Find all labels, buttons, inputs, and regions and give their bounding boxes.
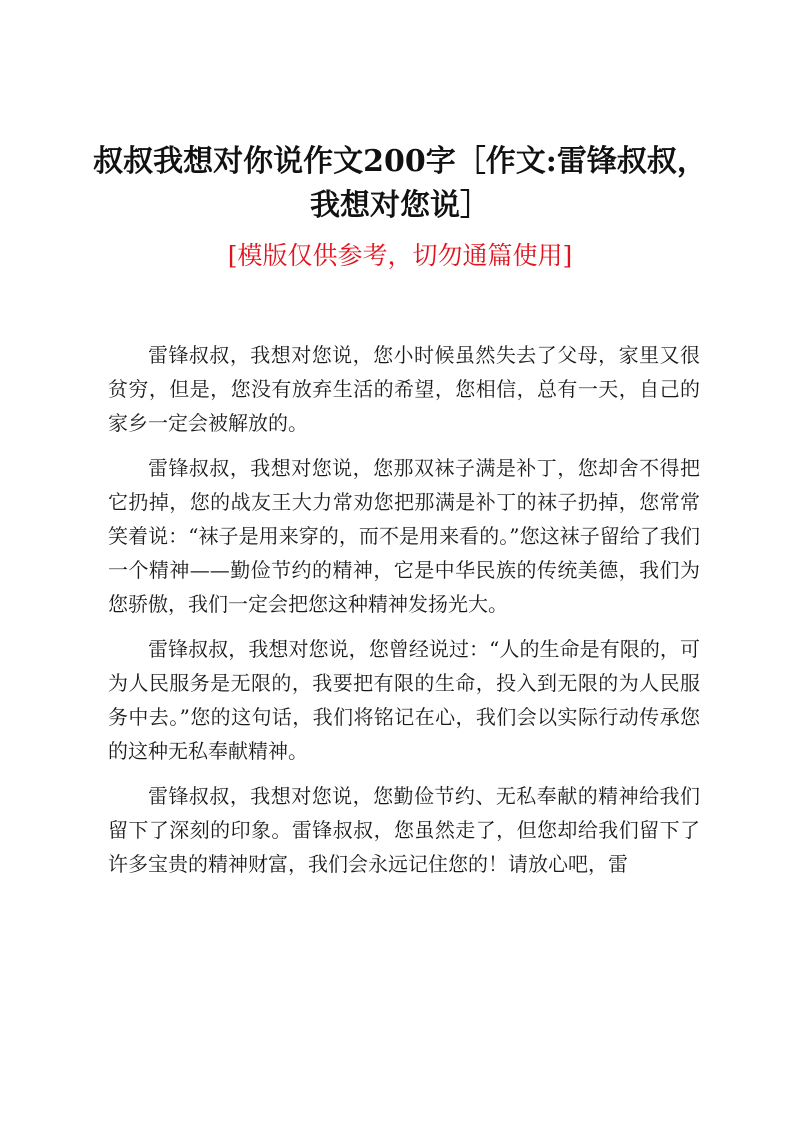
paragraph: 雷锋叔叔，我想对您说，您小时候虽然失去了父母，家里又很贫穷，但是，您没有放弃生活的希望，您相信，总有一天，自己的家乡一定会被解放的。 [108, 343, 700, 435]
paragraph: 雷锋叔叔，我想对您说，您勤俭节约、无私奉献的精神给我们留下了深刻的印象。雷锋叔叔，您虽然走了，但您却给我们留下了许多宝贵的精神财富，我们会永远记住您的！请放心吧，雷 [108, 784, 700, 876]
document-body [108, 338, 700, 892]
document-title: 叔叔我想对你说作文200字［作文:雷锋叔叔，我想对您说］ [93, 144, 707, 223]
template-notice: [模版仅供参考，切勿通篇使用] [227, 241, 573, 270]
paragraph: 雷锋叔叔，我想对您说，您曾经说过：“人的生命是有限的，可为人民服务是无限的，我要把有限的生命，投入到无限的为人民服务中去。”您的这句话，我们将铭记在心，我们会以实际行动传承您的这种无私奉献精神。 [108, 637, 700, 763]
paragraph: 雷锋叔叔，我想对您说，您那双袜子满是补丁，您却舍不得把它扔掉，您的战友王大力常劝您把那满是补丁的袜子扔掉，您常常笑着说：“袜子是用来穿的，而不是用来看的。”您这袜子留给了我们一个精神——勤俭节约的精神，它是中华民族的传统美德，我们为您骄傲，我们一定会把您这种精神发扬光大。 [108, 456, 700, 616]
